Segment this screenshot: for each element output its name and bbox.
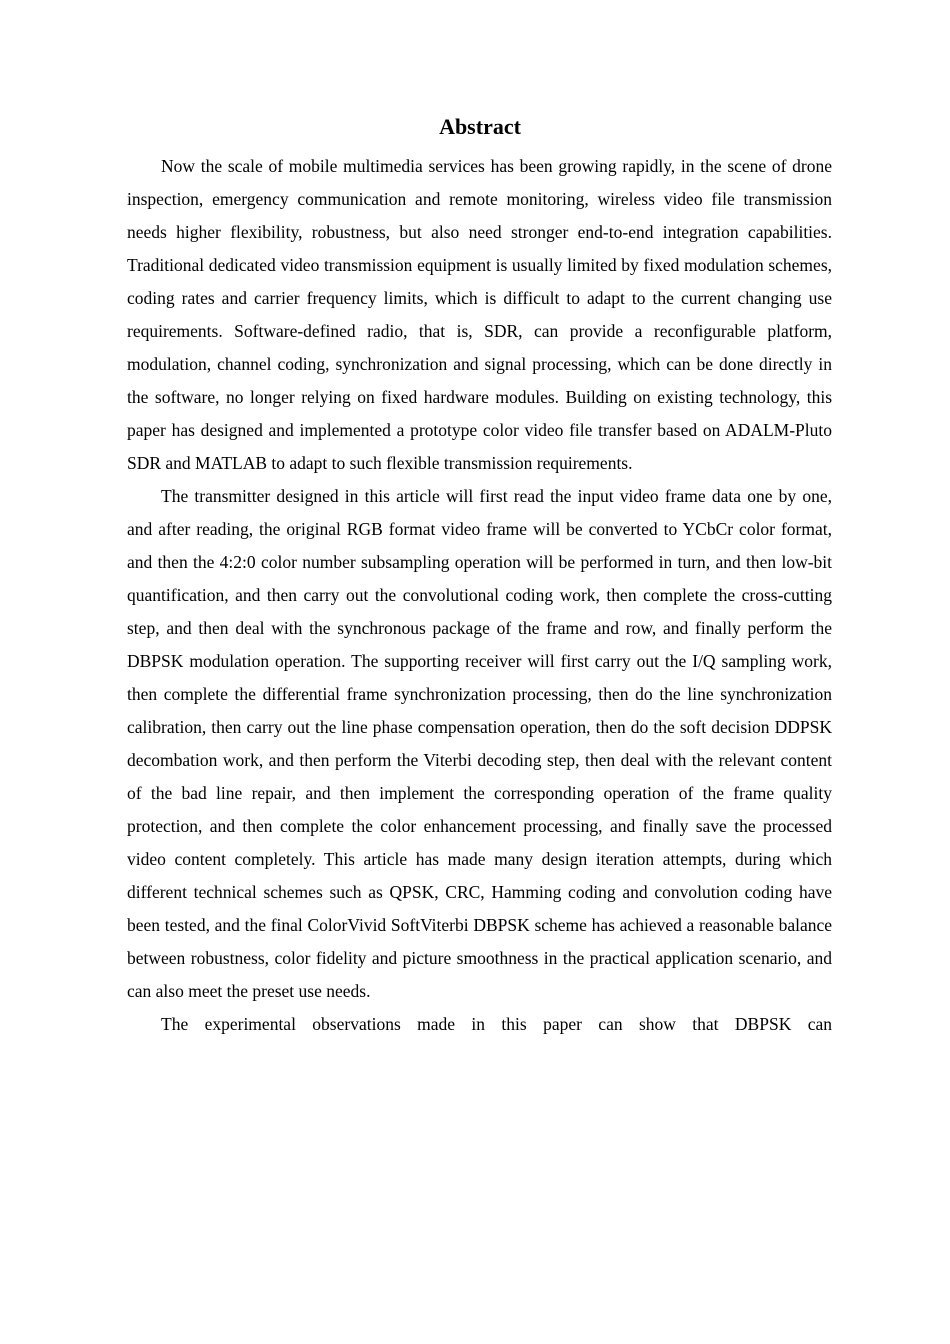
text-line: and convolution coding have been tested, and the final ColorVivid SoftViterbi (127, 882, 832, 935)
text-line: equipment is usually limited by fixed modulation schemes, coding rates and carrier (127, 255, 832, 308)
text-line: can be done directly in the software, no longer relying on fixed hardware modules. (127, 354, 833, 407)
text-line: operation, then do the soft decision DDPSK decombation work, and then perform (127, 717, 832, 770)
text-line: converted to YCbCr color format, and then the 4:2:0 color number subsampling (127, 519, 832, 572)
text-line: Building on existing technology, this paper has designed and implemented a (127, 387, 833, 440)
text-line: sampling work, then complete the differential frame synchronization processing, then (127, 651, 832, 704)
text-line: during which different technical schemes such as QPSK, CRC, Hamming coding (127, 849, 832, 902)
abstract-title: Abstract (439, 114, 521, 139)
text-line: and picture smoothness in the practical application scenario, and can also meet the (127, 948, 832, 1001)
abstract-paragraph-3 (127, 1008, 832, 1041)
text-line: operation will be performed in turn, and then low-bit quantification, and then carry (127, 552, 833, 605)
text-line: one by one, and after reading, the original RGB format video frame will be (127, 486, 833, 539)
text-line: The transmitter designed in this article will first read the input video frame data (161, 486, 742, 506)
text-line: The experimental observations made in this paper can show that DBPSK can (161, 1014, 832, 1034)
text-line: video content completely. This article has made many design iteration attempts, (127, 849, 727, 869)
text-line: Now the scale of mobile multimedia services has been growing rapidly, in the (161, 156, 722, 176)
text-line: platform, modulation, channel coding, synchronization and signal processing, which (127, 321, 833, 374)
abstract-body (127, 150, 832, 1041)
text-line: stronger end-to-end integration capabilities. Traditional dedicated video transmission (127, 222, 832, 275)
abstract-paragraph-2 (127, 480, 832, 1008)
text-line: scene of drone inspection, emergency communication and remote monitoring, (127, 156, 833, 209)
text-line: out the convolutional coding work, then complete the cross-cutting step, and then (127, 585, 833, 638)
text-line: the Viterbi decoding step, then deal with the relevant content of the bad line repair, (127, 750, 832, 803)
text-line: DBPSK modulation operation. The supporting receiver will first carry out the I/Q (127, 651, 716, 671)
text-line: requirements. Software-defined radio, that is, SDR, can provide a reconfigurable (127, 321, 756, 341)
abstract-paragraph-1 (127, 150, 832, 480)
text-line: preset use needs. (252, 981, 371, 1001)
text-line: frequency limits, which is difficult to adapt to the current changing use (306, 288, 832, 308)
text-line: do the line synchronization calibration, then carry out the line phase compensation (127, 684, 833, 737)
text-line: DBPSK scheme has achieved a reasonable balance between robustness, color fidelity (127, 915, 833, 968)
text-line: then complete the color enhancement processing, and finally save the processed (242, 816, 833, 836)
text-line: adapt to such flexible transmission requirements. (289, 453, 633, 473)
text-line: wireless video file transmission needs higher flexibility, robustness, but also need (127, 189, 832, 242)
text-line: and then implement the corresponding operation of the frame quality protection, and (127, 783, 832, 836)
text-line: deal with the synchronous package of the frame and row, and finally perform the (235, 618, 833, 638)
text-line: prototype color video file transfer based on ADALM-Pluto SDR and MATLAB to (127, 420, 833, 473)
